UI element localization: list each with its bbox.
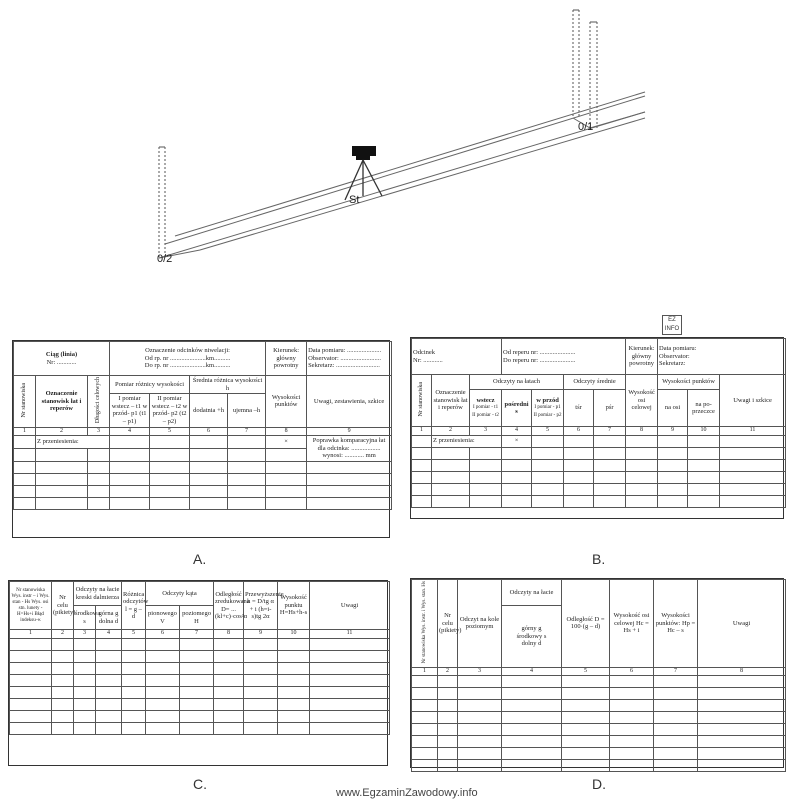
uwagi-label: Uwagi, zestawienia, szkice — [313, 397, 385, 405]
col-num: 11 — [720, 427, 786, 436]
col-nr-stanowiska — [14, 376, 36, 428]
dolna-label: dolna d — [98, 617, 119, 625]
col-pomiar1 — [110, 394, 150, 427]
col-uwagi — [310, 582, 390, 630]
table-d-grid — [411, 579, 786, 772]
col-nr-celu — [52, 582, 74, 630]
oznaczenie-stanowisk-label: Oznaczenie stanowisk łat i reperów — [41, 390, 82, 413]
table-row — [10, 686, 390, 698]
table-row — [14, 436, 392, 449]
oznaczenie-odcinkow-label: Oznaczenie odcinków niwelacji: — [145, 347, 230, 355]
nr-stanowiska-label: Nr stanowiska Wys. instr – i Wys. stan - Hs Wys. osi stn. lunety - H=Hs+i Błąd indeksu–κ — [11, 587, 50, 623]
poziomego-label: poziomego H — [182, 610, 211, 625]
col-dodatnia — [190, 394, 228, 427]
uwagi-label: Uwagi — [732, 619, 751, 627]
col-num: 4 — [502, 667, 562, 676]
ciag-label: Ciąg (linia) — [45, 351, 78, 358]
col-odczyty-na-lacie — [502, 580, 562, 606]
z-przeniesienia-label: Z przeniesienia: — [36, 436, 110, 449]
gorna-label: górna g — [98, 610, 119, 617]
station-label: St — [349, 194, 360, 206]
header-meta — [307, 342, 392, 376]
srednia-roznica-label: Średnia różnica wysokości h — [192, 377, 263, 392]
przewyzszenie-formula2: + i (h=i-s)tg 2α — [249, 605, 272, 620]
col-num: 7 — [228, 427, 266, 436]
col-pionowego — [146, 606, 180, 630]
wynosi-label: wynosi: ............ mm — [322, 452, 376, 460]
col-tsr — [564, 390, 594, 427]
wstecz-label: wstecz — [476, 396, 495, 404]
dlugosc-celowych-label: Długości celowych — [94, 377, 101, 424]
col-poziomego — [180, 606, 214, 630]
form-table-b — [410, 337, 784, 519]
od-reperu-field: Od reperu nr: ...................... — [503, 349, 576, 356]
x-mark: × — [502, 435, 532, 447]
nr-stanowiska-label: Nr stanowiska Wys. instr. i Wys. stan. Hs — [421, 581, 427, 664]
table-row — [10, 674, 390, 686]
col-nr-celu — [438, 580, 462, 668]
kierunek-label: Kierunek: główny powrotny — [628, 345, 655, 368]
nr-field: Nr: ............ — [413, 356, 443, 364]
col-wysokosc — [278, 582, 310, 630]
col-nr-stanowiska — [412, 580, 438, 668]
col-num: 5 — [562, 667, 610, 676]
col-przewyzszenie — [244, 582, 284, 630]
na-poprzeczce-label: na po- przeczce — [692, 400, 715, 416]
dolny-label: dolny d — [521, 640, 542, 648]
roznica-label: Różnica odczytów l = g – d — [123, 590, 149, 620]
col-uwagi — [307, 376, 392, 428]
col-nr-stanowiska — [412, 375, 432, 427]
table-row — [412, 483, 786, 495]
form-table-a — [12, 340, 390, 538]
odczyt-kole-label: Odczyt na kole poziomym — [459, 615, 500, 631]
col-num: 5 — [150, 427, 190, 436]
poprawka-cell — [307, 436, 392, 462]
header-odcinek — [412, 339, 502, 375]
table-row — [14, 461, 392, 473]
odczyty-srednie-label: Odczyty średnie — [573, 378, 616, 386]
col-num: 7 — [180, 630, 214, 639]
odczyty-na-latach-label: Odczyty na łatach — [493, 378, 540, 386]
col-pomiar-roznicy — [110, 376, 190, 394]
w-przod-label: w przód — [536, 396, 559, 404]
col-num: 8 — [698, 667, 786, 676]
table-row — [10, 662, 390, 674]
col-num: 6 — [190, 427, 228, 436]
col-wysokosc-osi — [610, 580, 654, 668]
col-nr-stanowiska — [10, 582, 52, 630]
table-a-grid — [13, 341, 392, 510]
header-reper — [502, 339, 626, 375]
col-odleglosc — [562, 580, 610, 668]
col-num: 4 — [110, 427, 150, 436]
sekretarz-field: Sekretarz: ........................... — [308, 362, 380, 370]
data-pomiaru-field: Data pomiaru: ..................... — [308, 347, 382, 355]
col-num: 8 — [214, 630, 244, 639]
odczyty-kata-label: Odczyty kąta — [162, 589, 197, 597]
col-num: 9 — [658, 427, 688, 436]
table-row — [10, 722, 390, 734]
nr-field: Nr: ............ — [46, 358, 77, 366]
col-odleglosc — [214, 582, 250, 630]
col-num: 4 — [96, 630, 122, 639]
col-na-osi — [658, 390, 688, 427]
table-row — [412, 760, 786, 772]
col-num: 7 — [594, 427, 626, 436]
col-num: 6 — [610, 667, 654, 676]
gorny-label: górny g — [521, 625, 542, 633]
table-row — [412, 676, 786, 688]
table-c-grid — [9, 581, 390, 735]
col-posredni — [502, 390, 532, 427]
col-odczyty-na-lacie — [74, 582, 122, 606]
wstecz-sub-label: I pomiar - t1 II pomiar - t2 — [472, 405, 499, 418]
table-row — [14, 485, 392, 497]
table-row — [412, 712, 786, 724]
pionowego-label: pionowego V — [148, 610, 177, 625]
table-row — [412, 471, 786, 483]
ujemna-label: ujemna –h — [232, 406, 261, 414]
table-row — [412, 435, 786, 447]
wysokosc-osi-label: Wysokość osi celowej — [628, 389, 655, 412]
nr-celu-label: Nr celu (pikiety) — [53, 594, 76, 617]
x-mark: × — [266, 436, 307, 449]
col-num: 3 — [458, 667, 502, 676]
col-odczyt-kole — [458, 580, 502, 668]
oznaczenie-stanowisk-label: Oznaczenie stanowisk łat i reperów — [433, 389, 468, 412]
col-num: 1 — [412, 667, 438, 676]
col-psr — [594, 390, 626, 427]
uwagi-label: Uwagi i szkice — [733, 396, 772, 404]
header-kierunek — [266, 342, 307, 376]
pomiar-roznicy-label: Pomiar różnicy wysokości — [115, 380, 185, 388]
col-num: 4 — [502, 427, 532, 436]
col-num: 8 — [266, 427, 307, 436]
na-osi-label: na osi — [664, 404, 681, 412]
table-row — [10, 698, 390, 710]
odczyty-na-lacie-label: Odczyty na łacie kreski dalmierza — [75, 586, 120, 601]
odczyty-na-lacie-label: Odczyty na łacie — [509, 588, 554, 596]
option-c-label[interactable]: C. — [193, 776, 207, 792]
col-num: 1 — [10, 630, 52, 639]
sekretarz-field: Sekretarz: — [659, 360, 686, 368]
table-row — [412, 700, 786, 712]
col-ujemna — [228, 394, 266, 427]
table-row — [412, 724, 786, 736]
column-number-row — [412, 427, 786, 436]
option-d-label[interactable]: D. — [592, 776, 606, 792]
column-number-row — [10, 630, 390, 639]
przewyzszenie-formula: h = D/tg α — [247, 598, 274, 605]
col-odczyty-srednie — [564, 375, 626, 390]
obserwator-field: Observator: — [659, 352, 690, 360]
data-pomiaru-field: Data pomiaru: — [659, 345, 697, 353]
col-num: 9 — [307, 427, 392, 436]
col-wysokosci-punktow — [654, 580, 698, 668]
header-meta — [658, 339, 786, 375]
col-roznica — [122, 582, 149, 630]
nr-stanowiska-label: Nr stanowiska — [417, 382, 424, 417]
table-row — [10, 638, 390, 650]
col-pomiar2 — [150, 394, 190, 427]
obserwator-field: Observator: ......................... — [308, 354, 381, 362]
col-oznaczenie-stanowisk — [36, 376, 88, 428]
col-srodkowa — [74, 606, 101, 630]
wysokosc-label: Wysokość punktu H=Hs+h-s — [279, 594, 308, 617]
table-row — [412, 459, 786, 471]
col-num: 5 — [532, 427, 564, 436]
odleglosc-label: Odległość D = 100·(g – d) — [566, 615, 605, 631]
table-row — [412, 736, 786, 748]
table-row — [412, 748, 786, 760]
header-kierunek — [626, 339, 658, 375]
column-number-row — [412, 667, 786, 676]
table-row — [412, 688, 786, 700]
col-dlugosci-celowych — [88, 376, 110, 428]
table-row — [412, 447, 786, 459]
col-wysokosci-punktow — [658, 375, 720, 390]
posredni-label: pośredni s — [504, 400, 529, 416]
table-row — [14, 473, 392, 485]
col-na-poprzeczce — [688, 390, 720, 427]
column-number-row — [14, 427, 392, 436]
col-num: 7 — [654, 667, 698, 676]
col-num: 2 — [438, 667, 458, 676]
srodkowa-label: środkowa s — [75, 610, 101, 625]
do-reperu-field: Do reperu nr: ...................... — [503, 356, 576, 364]
col-num: 10 — [278, 630, 310, 639]
tsr-label: tśr — [575, 404, 582, 412]
od-rp-field: Od rp. nr ......................km.......... — [144, 354, 231, 362]
col-gorny-dolny-srodkowy — [502, 605, 562, 667]
header-oznaczenie-odcinkow — [110, 342, 266, 376]
col-wysokosci — [266, 376, 307, 428]
w-przod-sub-label: I pomiar - p1 II pomiar - p2 — [533, 405, 562, 418]
z-przeniesienia-label: Z przeniesienia: — [432, 435, 502, 447]
col-oznaczenie-stanowisk — [432, 375, 470, 427]
form-table-c — [8, 580, 388, 766]
col-num: 8 — [626, 427, 658, 436]
col-w-przod — [532, 390, 564, 427]
point-b-label: 0/2 — [157, 253, 173, 265]
option-b-label[interactable]: B. — [592, 551, 606, 567]
watermark: www.EgzaminZawodowy.info — [336, 787, 478, 799]
point-a-label: 0/1 — [578, 121, 594, 133]
option-a-label[interactable]: A. — [193, 551, 207, 567]
site-logo: EZ INFO — [662, 315, 682, 335]
psr-label: pśr — [605, 404, 614, 412]
col-num: 3 — [88, 427, 110, 436]
col-gorna-dolna — [96, 606, 122, 630]
col-num: 11 — [310, 630, 390, 639]
col-uwagi — [698, 580, 786, 668]
poprawka-label: Poprawka komparacyjna łat dla odcinka: .................. — [312, 437, 386, 452]
wysokosci-punktow-label: Wysokości punktów: Hp = Hc – s — [655, 612, 696, 635]
col-num: 2 — [52, 630, 74, 639]
do-rp-field: Do rp. nr ......................km.......... — [144, 362, 231, 370]
uwagi-label: Uwagi — [340, 601, 359, 609]
leveling-staff-left — [159, 147, 165, 258]
col-num: 2 — [432, 427, 470, 436]
table-row — [10, 710, 390, 722]
table-row — [10, 650, 390, 662]
col-num: 1 — [14, 427, 36, 436]
kierunek-label: Kierunek: główny powrotny — [273, 347, 300, 370]
pomiar1-label: I pomiar wstecz – t1 w przód- p1 (t1 – p1) — [111, 395, 148, 425]
table-row — [412, 495, 786, 507]
col-wstecz — [470, 390, 502, 427]
col-odczyty-na-latach — [470, 375, 564, 390]
col-num: 9 — [244, 630, 278, 639]
przewyzszenie-label: Przewyższenie — [245, 590, 284, 598]
col-num: 2 — [36, 427, 88, 436]
odcinek-label: Odcinek — [413, 349, 436, 356]
col-num: 3 — [470, 427, 502, 436]
col-num: 1 — [412, 427, 432, 436]
col-num: 6 — [564, 427, 594, 436]
wysokosci-punktow-label: Wysokości punktów — [271, 393, 301, 409]
col-srednia-roznica — [190, 376, 266, 394]
header-ciag — [14, 342, 110, 376]
odleglosc-formula: D= ...(kl+c)·cos²α — [215, 605, 248, 620]
table-b-grid — [411, 338, 786, 508]
col-uwagi — [720, 375, 786, 427]
wysokosci-punktow-label: Wysokości punktów — [662, 378, 715, 386]
table-row — [14, 497, 392, 509]
ground-plane — [159, 92, 645, 258]
odleglosc-label: Odległość zredukowana — [215, 590, 250, 605]
pomiar2-label: II pomiar wstecz – t2 w przód- p2 (t2 – p2) — [151, 395, 188, 425]
dodatnia-label: dodatnia +h — [193, 406, 224, 414]
form-table-d — [410, 578, 784, 768]
nr-celu-label: Nr celu (pikiety) — [439, 612, 462, 635]
nr-stanowiska-label: Nr stanowiska — [20, 382, 27, 418]
col-num: 5 — [122, 630, 146, 639]
wysokosc-osi-label: Wysokość osi celowej Hc = Hs + i — [613, 612, 650, 635]
leveling-diagram — [0, 0, 795, 300]
col-num: 3 — [74, 630, 96, 639]
col-odczyty-kata — [146, 582, 214, 606]
col-num: 6 — [146, 630, 180, 639]
srodkowy-label: środkowy s — [516, 632, 547, 640]
col-wysokosc-osi — [626, 375, 658, 427]
level-instrument — [345, 146, 382, 200]
col-num: 10 — [688, 427, 720, 436]
